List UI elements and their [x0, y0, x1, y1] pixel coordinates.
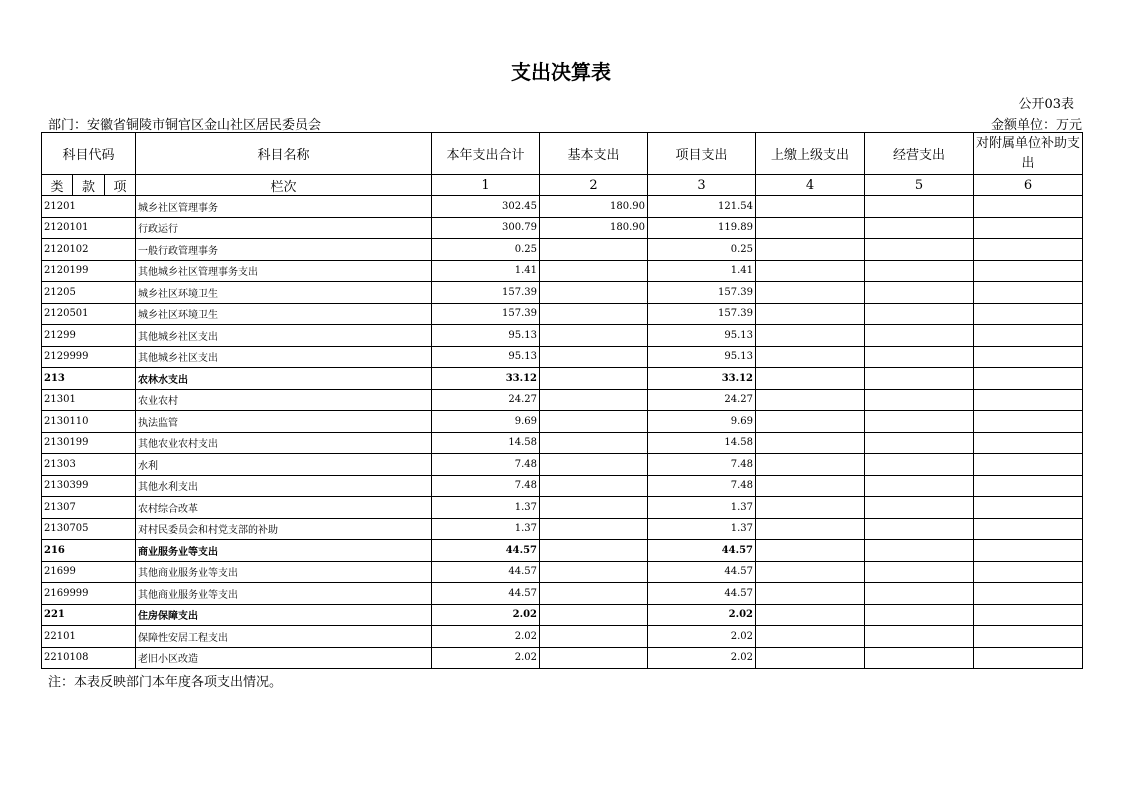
cell-code: 2130705: [42, 518, 136, 540]
cell-project: 44.57: [648, 561, 756, 583]
cell-name: 农村综合改革: [136, 497, 432, 519]
cell-business: [865, 411, 974, 433]
cell-total: 44.57: [432, 561, 540, 583]
cell-name: 其他城乡社区支出: [136, 325, 432, 347]
cell-subsidy: [974, 454, 1083, 476]
page-title: 支出决算表: [511, 60, 611, 84]
cell-code: 21307: [42, 497, 136, 519]
cell-name: 其他水利支出: [136, 475, 432, 497]
expenditure-table: [41, 132, 1083, 669]
cell-total: 157.39: [432, 282, 540, 304]
cell-business: [865, 604, 974, 626]
header-project: 项目支出: [648, 133, 756, 175]
cell-basic: [540, 604, 648, 626]
table-row: [42, 196, 1083, 218]
cell-basic: [540, 260, 648, 282]
footnote: 注：本表反映部门本年度各项支出情况。: [48, 675, 283, 690]
cell-name: 保障性安居工程支出: [136, 626, 432, 648]
cell-name: 一般行政管理事务: [136, 239, 432, 261]
cell-name: 住房保障支出: [136, 604, 432, 626]
table-row: [42, 325, 1083, 347]
cell-name: 老旧小区改造: [136, 647, 432, 669]
cell-name: 商业服务业等支出: [136, 540, 432, 562]
col-index-3: 3: [648, 175, 756, 196]
cell-basic: [540, 389, 648, 411]
cell-upper: [756, 217, 865, 239]
cell-subsidy: [974, 411, 1083, 433]
cell-total: 2.02: [432, 647, 540, 669]
cell-total: 157.39: [432, 303, 540, 325]
cell-name: 对村民委员会和村党支部的补助: [136, 518, 432, 540]
cell-total: 24.27: [432, 389, 540, 411]
cell-code: 213: [42, 368, 136, 390]
cell-name: 城乡社区环境卫生: [136, 282, 432, 304]
cell-business: [865, 196, 974, 218]
cell-total: 1.37: [432, 518, 540, 540]
cell-basic: [540, 497, 648, 519]
table-row: [42, 217, 1083, 239]
cell-project: 14.58: [648, 432, 756, 454]
cell-basic: [540, 540, 648, 562]
cell-subsidy: [974, 325, 1083, 347]
cell-code: 2210108: [42, 647, 136, 669]
cell-code: 21205: [42, 282, 136, 304]
table-number: 公开03表: [1018, 97, 1074, 112]
table-row: [42, 454, 1083, 476]
cell-total: 9.69: [432, 411, 540, 433]
cell-name: 执法监管: [136, 411, 432, 433]
cell-basic: [540, 454, 648, 476]
cell-code: 2120501: [42, 303, 136, 325]
cell-name: 农业农村: [136, 389, 432, 411]
cell-code: 21303: [42, 454, 136, 476]
table-row: [42, 346, 1083, 368]
cell-code: 2130399: [42, 475, 136, 497]
header-upper: 上缴上级支出: [756, 133, 865, 175]
cell-upper: [756, 196, 865, 218]
table-row: [42, 303, 1083, 325]
cell-basic: [540, 475, 648, 497]
cell-basic: [540, 368, 648, 390]
table-row: [42, 561, 1083, 583]
cell-upper: [756, 325, 865, 347]
col-index-6: 6: [974, 175, 1083, 196]
cell-basic: [540, 518, 648, 540]
cell-project: 1.41: [648, 260, 756, 282]
cell-business: [865, 497, 974, 519]
cell-project: 2.02: [648, 626, 756, 648]
cell-business: [865, 368, 974, 390]
cell-subsidy: [974, 260, 1083, 282]
header-name: 科目名称: [136, 133, 432, 175]
cell-basic: [540, 583, 648, 605]
cell-project: 7.48: [648, 454, 756, 476]
cell-subsidy: [974, 303, 1083, 325]
cell-business: [865, 454, 974, 476]
cell-upper: [756, 239, 865, 261]
cell-basic: [540, 432, 648, 454]
cell-business: [865, 432, 974, 454]
cell-subsidy: [974, 346, 1083, 368]
cell-code: 21699: [42, 561, 136, 583]
cell-name: 其他城乡社区支出: [136, 346, 432, 368]
header-total: 本年支出合计: [432, 133, 540, 175]
cell-upper: [756, 346, 865, 368]
cell-project: 157.39: [648, 303, 756, 325]
cell-subsidy: [974, 239, 1083, 261]
cell-basic: [540, 303, 648, 325]
cell-upper: [756, 389, 865, 411]
cell-upper: [756, 411, 865, 433]
cell-subsidy: [974, 561, 1083, 583]
cell-project: 157.39: [648, 282, 756, 304]
cell-total: 302.45: [432, 196, 540, 218]
cell-name: 城乡社区管理事务: [136, 196, 432, 218]
cell-total: 300.79: [432, 217, 540, 239]
cell-subsidy: [974, 196, 1083, 218]
cell-business: [865, 561, 974, 583]
cell-upper: [756, 647, 865, 669]
cell-business: [865, 389, 974, 411]
cell-project: 9.69: [648, 411, 756, 433]
cell-project: 1.37: [648, 518, 756, 540]
cell-total: 33.12: [432, 368, 540, 390]
cell-subsidy: [974, 432, 1083, 454]
cell-subsidy: [974, 282, 1083, 304]
cell-code: 2129999: [42, 346, 136, 368]
table-row: [42, 389, 1083, 411]
cell-code: 221: [42, 604, 136, 626]
column-index-row: [42, 175, 1083, 196]
cell-business: [865, 260, 974, 282]
department-label: 部门：安徽省铜陵市铜官区金山社区居民委员会: [48, 118, 322, 133]
cell-project: 0.25: [648, 239, 756, 261]
cell-project: 44.57: [648, 583, 756, 605]
cell-business: [865, 647, 974, 669]
cell-total: 14.58: [432, 432, 540, 454]
cell-total: 44.57: [432, 540, 540, 562]
cell-project: 119.89: [648, 217, 756, 239]
cell-subsidy: [974, 475, 1083, 497]
cell-business: [865, 540, 974, 562]
header-row: [42, 133, 1083, 175]
cell-project: 7.48: [648, 475, 756, 497]
cell-business: [865, 282, 974, 304]
cell-subsidy: [974, 368, 1083, 390]
cell-upper: [756, 260, 865, 282]
cell-business: [865, 346, 974, 368]
cell-upper: [756, 604, 865, 626]
table-row: [42, 497, 1083, 519]
cell-basic: 180.90: [540, 217, 648, 239]
cell-basic: [540, 626, 648, 648]
cell-business: [865, 325, 974, 347]
cell-basic: 180.90: [540, 196, 648, 218]
header-basic: 基本支出: [540, 133, 648, 175]
cell-upper: [756, 282, 865, 304]
header-business: 经营支出: [865, 133, 974, 175]
cell-business: [865, 475, 974, 497]
cell-upper: [756, 475, 865, 497]
cell-code: 2130199: [42, 432, 136, 454]
col-index-2: 2: [540, 175, 648, 196]
cell-subsidy: [974, 540, 1083, 562]
cell-name: 水利: [136, 454, 432, 476]
cell-basic: [540, 239, 648, 261]
cell-name: 其他农业农村支出: [136, 432, 432, 454]
cell-business: [865, 518, 974, 540]
cell-upper: [756, 626, 865, 648]
cell-total: 95.13: [432, 346, 540, 368]
header-lanci: 栏次: [136, 175, 432, 196]
header-kuan: 款: [73, 175, 105, 196]
cell-code: 216: [42, 540, 136, 562]
cell-project: 24.27: [648, 389, 756, 411]
cell-name: 农林水支出: [136, 368, 432, 390]
cell-basic: [540, 561, 648, 583]
cell-upper: [756, 583, 865, 605]
table-row: [42, 368, 1083, 390]
cell-upper: [756, 497, 865, 519]
table-body: [42, 196, 1083, 669]
cell-basic: [540, 325, 648, 347]
table-row: [42, 540, 1083, 562]
cell-upper: [756, 518, 865, 540]
cell-basic: [540, 411, 648, 433]
col-index-1: 1: [432, 175, 540, 196]
cell-basic: [540, 346, 648, 368]
cell-upper: [756, 368, 865, 390]
cell-subsidy: [974, 583, 1083, 605]
cell-code: 2120102: [42, 239, 136, 261]
cell-name: 行政运行: [136, 217, 432, 239]
cell-business: [865, 239, 974, 261]
cell-project: 95.13: [648, 325, 756, 347]
cell-business: [865, 217, 974, 239]
col-index-4: 4: [756, 175, 865, 196]
table-row: [42, 282, 1083, 304]
table-row: [42, 583, 1083, 605]
amount-unit-label: 金额单位：万元: [990, 118, 1082, 133]
cell-upper: [756, 303, 865, 325]
cell-name: 其他城乡社区管理事务支出: [136, 260, 432, 282]
cell-total: 2.02: [432, 604, 540, 626]
cell-subsidy: [974, 647, 1083, 669]
cell-basic: [540, 647, 648, 669]
cell-name: 其他商业服务业等支出: [136, 583, 432, 605]
cell-project: 95.13: [648, 346, 756, 368]
cell-subsidy: [974, 604, 1083, 626]
cell-upper: [756, 432, 865, 454]
header-code: 科目代码: [42, 133, 136, 175]
cell-total: 1.41: [432, 260, 540, 282]
cell-upper: [756, 454, 865, 476]
cell-name: 城乡社区环境卫生: [136, 303, 432, 325]
cell-upper: [756, 561, 865, 583]
header-lei: 类: [42, 175, 73, 196]
table-row: [42, 411, 1083, 433]
table-row: [42, 626, 1083, 648]
table-row: [42, 518, 1083, 540]
cell-project: 2.02: [648, 604, 756, 626]
table-row: [42, 475, 1083, 497]
cell-code: 2130110: [42, 411, 136, 433]
cell-code: 21301: [42, 389, 136, 411]
header-subsidy: 对附属单位补助支出: [974, 133, 1083, 175]
cell-project: 44.57: [648, 540, 756, 562]
cell-code: 21201: [42, 196, 136, 218]
cell-name: 其他商业服务业等支出: [136, 561, 432, 583]
cell-project: 121.54: [648, 196, 756, 218]
cell-total: 44.57: [432, 583, 540, 605]
cell-project: 1.37: [648, 497, 756, 519]
cell-business: [865, 303, 974, 325]
table-row: [42, 647, 1083, 669]
cell-subsidy: [974, 518, 1083, 540]
cell-business: [865, 626, 974, 648]
header-xiang: 项: [105, 175, 136, 196]
cell-total: 0.25: [432, 239, 540, 261]
table-row: [42, 604, 1083, 626]
cell-code: 2169999: [42, 583, 136, 605]
cell-code: 2120101: [42, 217, 136, 239]
cell-code: 21299: [42, 325, 136, 347]
cell-project: 33.12: [648, 368, 756, 390]
cell-business: [865, 583, 974, 605]
cell-subsidy: [974, 389, 1083, 411]
cell-code: 2120199: [42, 260, 136, 282]
table-row: [42, 260, 1083, 282]
cell-code: 22101: [42, 626, 136, 648]
cell-upper: [756, 540, 865, 562]
table-row: [42, 239, 1083, 261]
cell-subsidy: [974, 626, 1083, 648]
table-row: [42, 432, 1083, 454]
cell-basic: [540, 282, 648, 304]
cell-total: 2.02: [432, 626, 540, 648]
col-index-5: 5: [865, 175, 974, 196]
cell-project: 2.02: [648, 647, 756, 669]
cell-total: 7.48: [432, 475, 540, 497]
cell-total: 95.13: [432, 325, 540, 347]
cell-total: 7.48: [432, 454, 540, 476]
cell-subsidy: [974, 497, 1083, 519]
cell-total: 1.37: [432, 497, 540, 519]
cell-subsidy: [974, 217, 1083, 239]
